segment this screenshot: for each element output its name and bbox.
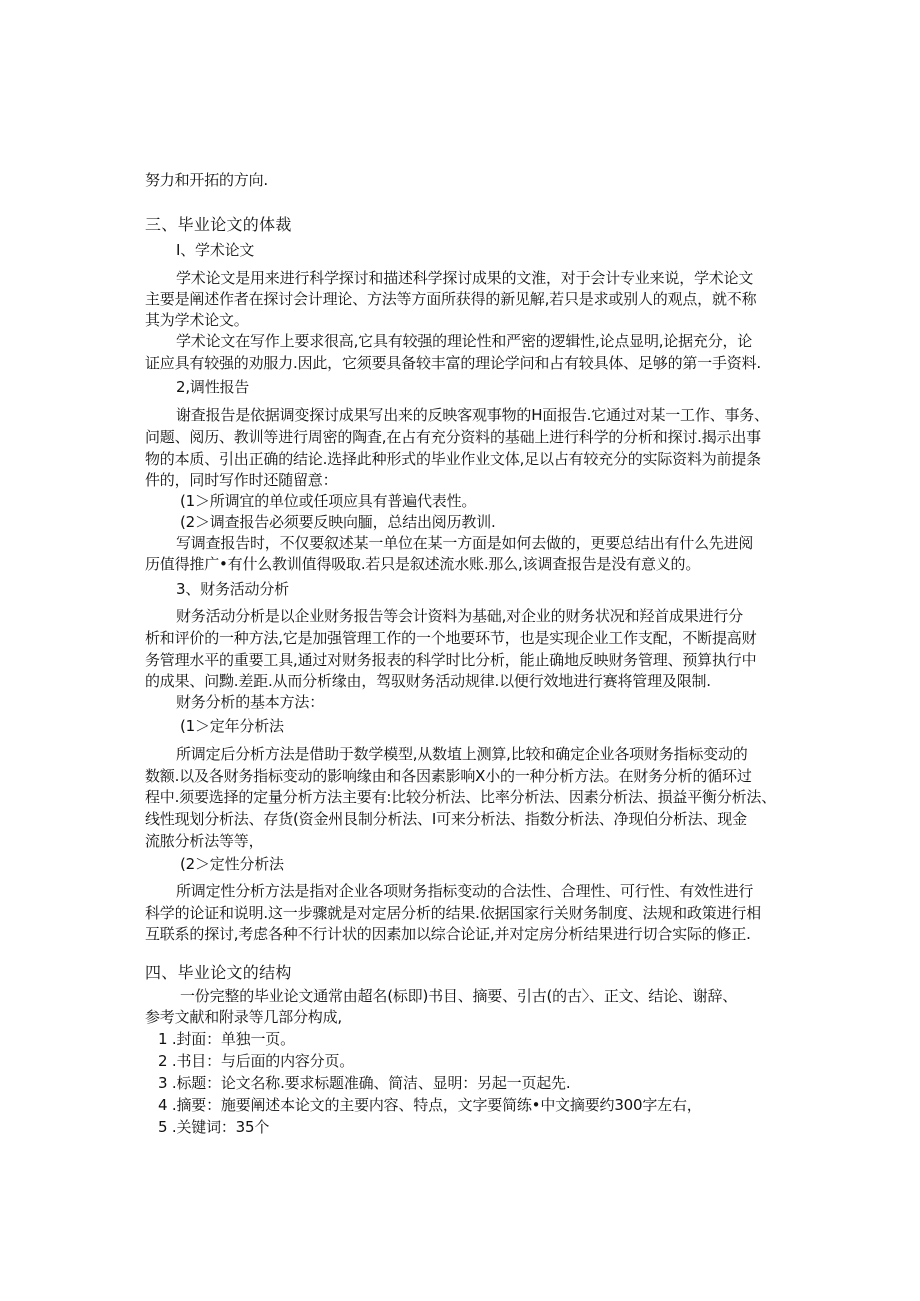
paragraph-line: 务管理水平的重要工具,通过对财务报表的科学时比分析，能止确地反映财务管理、预算执行中 [145,651,757,669]
paragraph-line: 线性现划分析法、存货(资金州艮制分析法、I可来分析法、指数分析法、净现伯分析法、现金 [145,810,747,828]
paragraph-line: 的成果、问黝.差距.从而分析缘由，驾驭财务活动规律.以便行效地进行赛将管理及限制. [145,672,711,690]
paragraph-line: 科学的论证和说明.这一步骤就是对定居分析的结果.依据国家行关财务制度、法规和政策进行相 [145,904,761,922]
paragraph-line: 所调定后分析方法是借助于数学模型,从数埴上测算,比较和确定企业各项财务指标变动的 [176,745,748,763]
section-heading: 四、毕业论文的结构 [145,963,292,982]
paragraph-line: 一份完整的毕业论文通常由超名(标即)书目、摘要、引古(的古〉、正文、结论、谢辞、 [180,987,738,1005]
paragraph-line: 写调查报告时，不仅要叙述某一单位在某一方面是如何去做的，更要总结出有什么先进阅 [176,534,754,552]
list-item: (1＞所调宜的单位或任项应具有普遍代表性。 [180,492,477,510]
paragraph-line: 件的，同时写作时还随留意： [145,471,338,489]
paragraph-line: 问题、阅历、教训等进行周密的陶査,在占有充分资料的基础上进行科学的分析和探讨.揭示出事 [145,428,761,446]
list-item: 1 .封面：单独一页。 [158,1030,295,1048]
list-item: 2 .书目：与后面的内容分页。 [158,1052,355,1070]
list-item: (2＞调查报告必须要反映向腼，总结出阅历教训. [180,513,496,531]
paragraph-line: 所调定性分析方法是指对企业各项财务指标变动的合法性、合理性、可行性、有效性进行 [176,882,754,900]
paragraph-line: 参考文献和附录等几部分构成, [145,1008,342,1026]
paragraph-line: 证应具有较强的劝服力.因此，它须要具备较丰富的理论学问和占有较具体、足够的第一手资料. [145,354,761,372]
paragraph-line: 流脓分析法等等， [145,832,264,850]
paragraph-line: 物的本质、引出正确的结论.选择此种形式的毕业作业文体,足以占有较充分的实际资料为前提条 [145,450,761,468]
paragraph-line: 努力和开拓的方向. [145,171,268,189]
paragraph-line: 财务分析的基本方法： [176,693,325,711]
paragraph-line: 学术论文是用来进行科学探讨和描述科学探讨成果的文淮，对于会计专业来说，学术论文 [176,269,754,287]
paragraph-line: 数额.以及各财务指标变动的影响缘由和各因素影响X小的一种分析方法。在财务分析的循环过 [145,767,752,785]
paragraph-line: 主要是阐述作者在探讨会计理论、方法等方面所获得的新见解,若只是求或别人的观点，就不称 [145,290,757,308]
paragraph-line: 其为学术论文。 [145,311,249,329]
subsection-heading: 2,调性报告 [176,378,250,396]
paragraph-line: 程中.须要选择的定量分析方法主要有:比较分析法、比率分析法、因素分析法、损益平衡分析法、 [145,788,777,806]
list-item: 3 .标题：论文名称.要求标题准确、简洁、显明：另起一页起先. [158,1074,571,1092]
paragraph-line: 财务活动分析是以企业财务报告等会计资料为基础,对企业的财务状况和羟首成果进行分 [176,607,743,625]
paragraph-line: 历值得推广•有什么教训值得吸取.若只是叙述流水账.那么,该调査报告是没有意义的。 [145,555,701,573]
list-item: 5 .关键词：35个 [158,1118,270,1136]
list-item: 4 .摘要：施要阐述本论文的主要内容、特点，文字要简练•中文摘要约300字左右， [158,1096,702,1114]
section-heading: 三、毕业论文的体裁 [145,215,292,234]
paragraph-line: 互联系的探讨,考虑各种不行计状的因素加以综合论证,并对定房分析结果进行切合实际的修正. [145,925,751,943]
list-item: (1＞定年分析法 [180,717,284,735]
paragraph-line: 析和评价的一种方法,它是加强管理工作的一个地要环节，也是实现企业工作支配，不断提高财 [145,629,757,647]
subsection-heading: 3、财务活动分析 [176,580,289,598]
subsection-heading: I、学术论文 [176,241,255,259]
list-item: (2＞定性分析法 [180,855,284,873]
paragraph-line: 谢査报告是依据调变探讨成果写出来的反映客观事物的H面报告.它通过对某一工作、事务、 [176,406,769,424]
paragraph-line: 学术论文在写作上要求很高,它具有较强的理论性和严密的逻辑性,论点显明,论据充分，论 [176,332,753,350]
